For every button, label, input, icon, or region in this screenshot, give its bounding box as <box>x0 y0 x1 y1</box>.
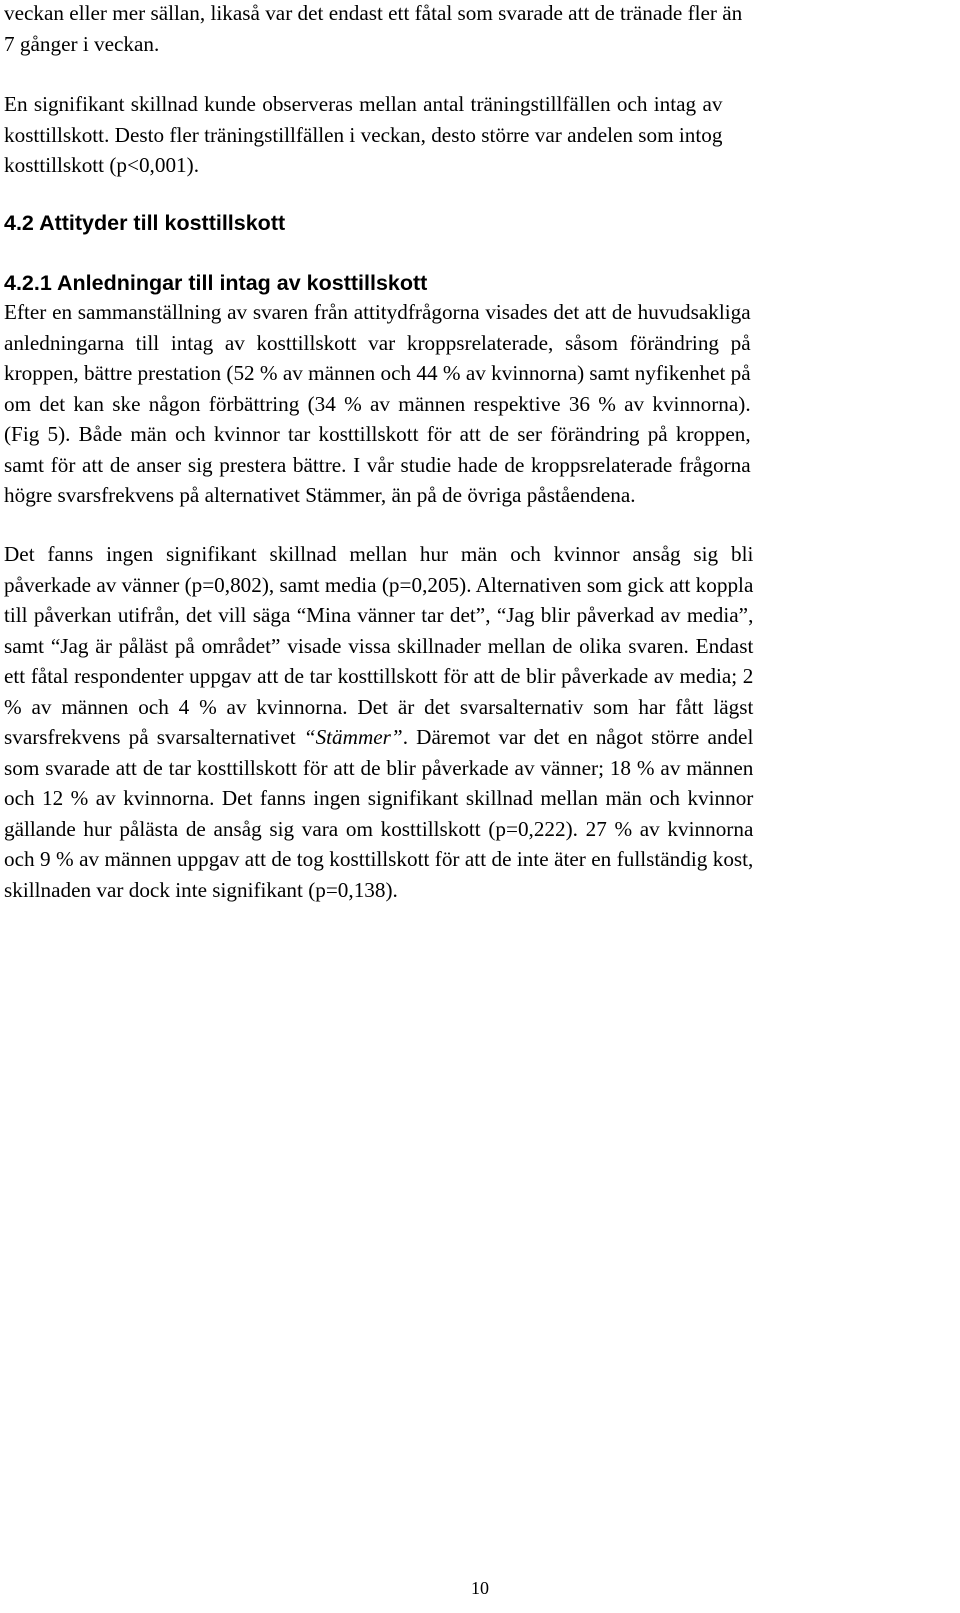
text-line: % av männen och 4 % av kvinnorna. Det är det svarsalternativ som har fått lägst <box>4 694 754 719</box>
page-number: 10 <box>471 1578 489 1598</box>
text-line: och 9 % av männen uppgav att de tog kosttillskott för att de inte äter en fullständig kost, <box>4 847 754 871</box>
text-segment: . Däremot var det en något större andel <box>402 725 754 749</box>
text-line: ett fåtal respondenter uppgav att de tar kosttillskott för att de blir påverkade av media; 2 <box>4 664 754 688</box>
text-line: kosttillskott (p<0,001). <box>4 153 199 177</box>
text-line: Efter en sammanställning av svaren från attitydfrågorna visades det att de huvudsakliga <box>4 300 751 324</box>
text-line <box>4 631 753 662</box>
text-segment: , <box>485 603 497 627</box>
text-segment: visade vissa skillnader mellan de olika svaren. Endast <box>280 633 754 658</box>
text-line: 7 gånger i veckan. <box>4 31 160 56</box>
text-segment: samt <box>4 633 51 658</box>
subsection-heading: 4.2.1 Anledningar till intag av kosttillskott <box>4 271 428 295</box>
text-line: (Fig 5). Både män och kvinnor tar kosttillskott för att de ser förändring på kroppen, <box>4 422 751 446</box>
quoted-option: “Mina vänner tar det” <box>296 603 486 627</box>
significance-paragraph <box>4 89 722 181</box>
intro-paragraph <box>4 0 742 59</box>
text-line: skillnaden var dock inte signifikant (p=0,138). <box>4 877 398 902</box>
text-segment: till påverkan utifrån, det vill säga <box>4 603 297 627</box>
text-line <box>4 722 753 753</box>
text-segment: , <box>748 603 754 627</box>
text-line: kosttillskott. Desto fler träningstillfällen i veckan, desto större var andelen som intog <box>4 122 723 147</box>
text-line: veckan eller mer sällan, likaså var det endast ett fåtal som svarade att de tränade fler än <box>4 1 743 25</box>
section-heading: 4.2 Attityder till kosttillskott <box>4 211 286 235</box>
text-line: och 12 % av kvinnorna. Det fanns ingen signifikant skillnad mellan män och kvinnor <box>4 786 754 810</box>
text-line: En signifikant skillnad kunde observeras mellan antal träningstillfällen och intag av <box>4 92 723 116</box>
text-line: påverkade av vänner (p=0,802), samt media (p=0,205). Alternativen som gick att koppla <box>4 572 754 597</box>
text-line: Det fanns ingen signifikant skillnad mellan hur män och kvinnor ansåg sig bli <box>4 542 754 566</box>
text-line: om det kan ske någon förbättring (34 % av männen respektive 36 % av kvinnorna). <box>4 391 751 416</box>
text-line: anledningarna till intag av kosttillskott var kroppsrelaterade, såsom förändring på <box>4 330 751 355</box>
quoted-option: “Jag blir påverkad av media” <box>496 603 749 627</box>
text-line: högre svarsfrekvens på alternativet Stämmer, än på de övriga påståendena. <box>4 483 636 507</box>
text-line: som svarade att de tar kosttillskott för att de blir påverkade av vänner; 18 % av männen <box>4 755 754 780</box>
influence-paragraph <box>4 539 753 905</box>
text-segment: svarsfrekvens på svarsalternativet <box>4 725 304 749</box>
text-line <box>4 600 753 631</box>
quoted-option-italic: “Stämmer” <box>303 725 403 749</box>
text-line: kroppen, bättre prestation (52 % av männen och 44 % av kvinnorna) samt nyfikenhet på <box>4 361 751 385</box>
text-line: samt för att de anser sig prestera bättre. I vår studie hade de kroppsrelaterade frågorna <box>4 452 751 477</box>
quoted-option: “Jag är påläst på området” <box>50 633 281 658</box>
reasons-paragraph <box>4 297 751 511</box>
text-line: gällande hur pålästa de ansåg sig vara om kosttillskott (p=0,222). 27 % av kvinnorna <box>4 816 754 841</box>
